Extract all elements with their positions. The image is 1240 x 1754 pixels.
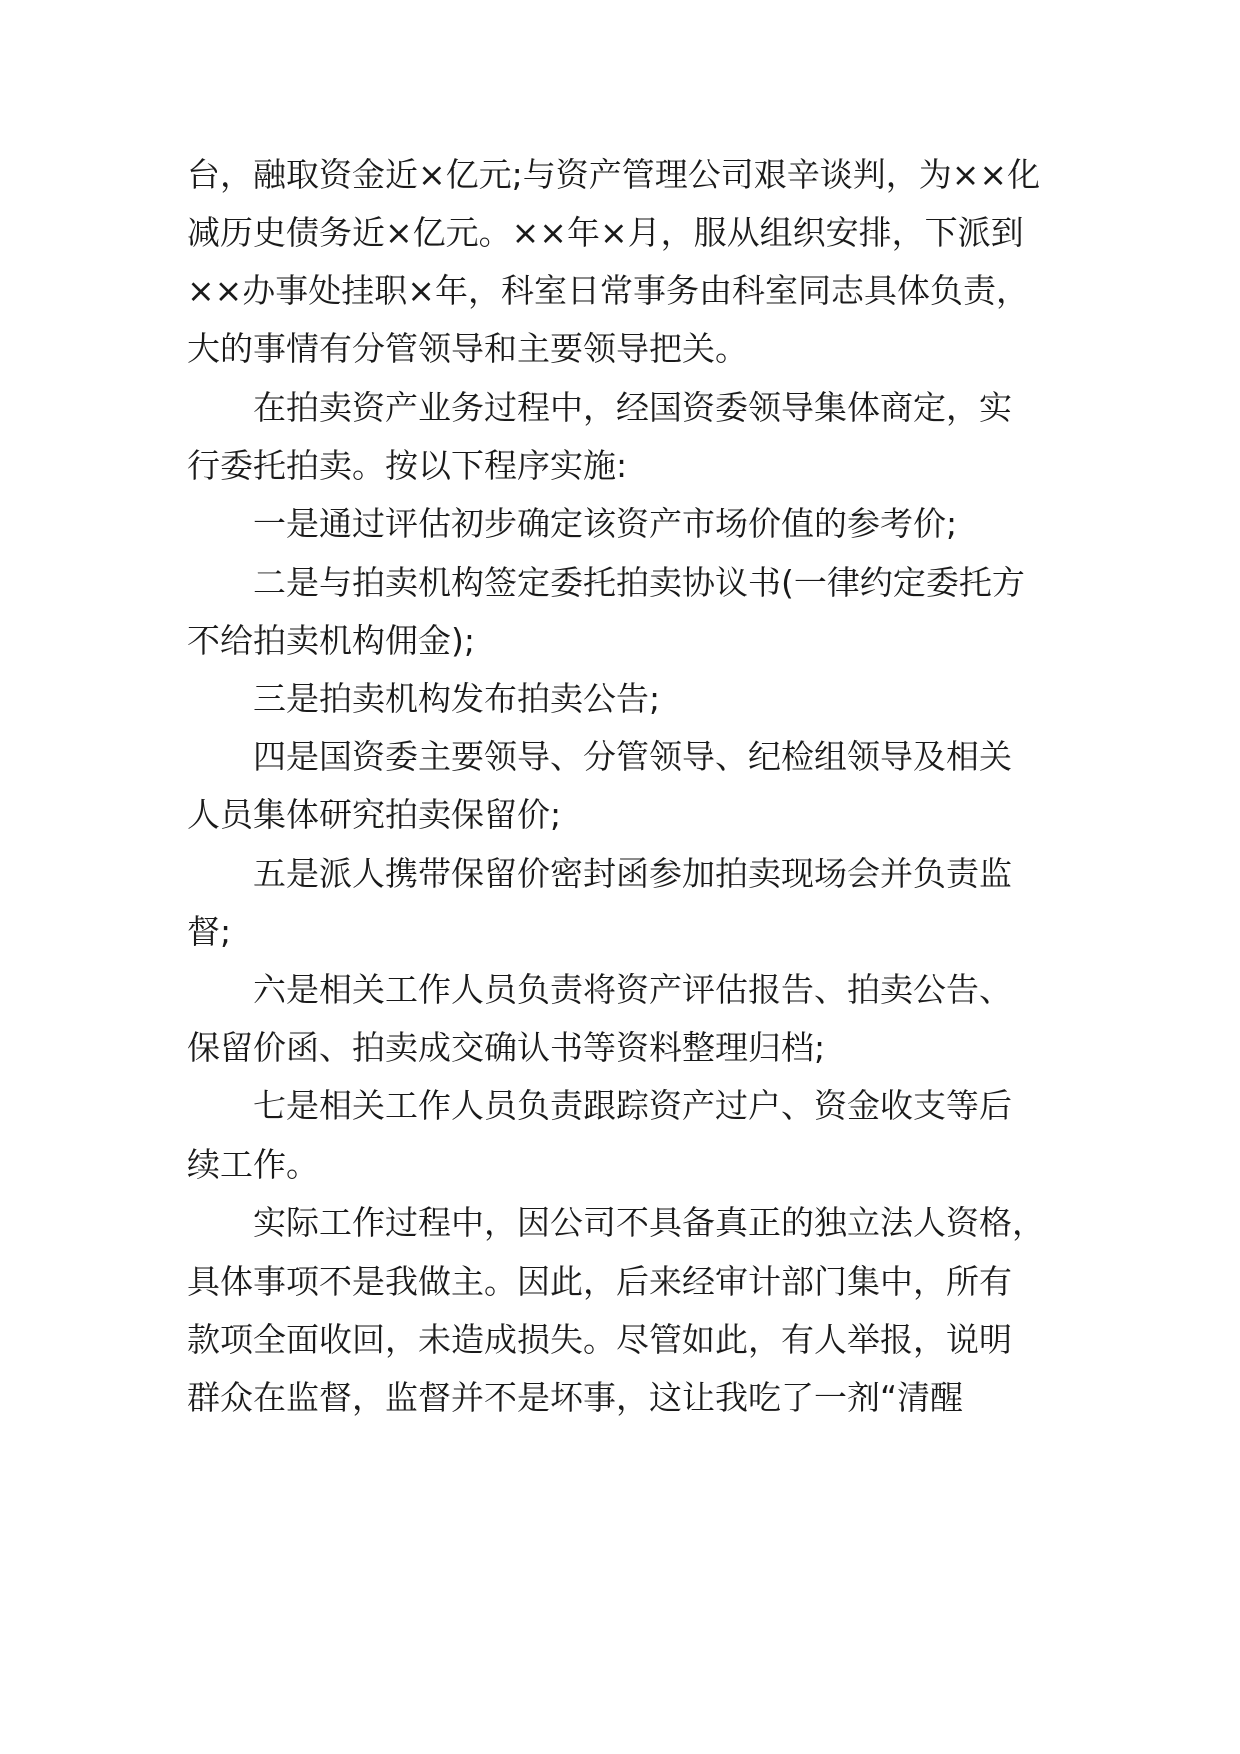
text-line: 台，融取资金近×亿元;与资产管理公司艰辛谈判，为××化 (187, 155, 1041, 194)
list-item-3: 三是拍卖机构发布拍卖公告; (253, 679, 661, 718)
paragraph-start-line: 实际工作过程中，因公司不具备真正的独立法人资格， (253, 1203, 1045, 1242)
list-item-2: 二是与拍卖机构签定委托拍卖协议书(一律约定委托方 (253, 563, 1025, 602)
text-line: 续工作。 (187, 1145, 319, 1184)
paragraph-start-line: 在拍卖资产业务过程中，经国资委领导集体商定，实 (253, 388, 1012, 427)
text-line: 大的事情有分管领导和主要领导把关。 (187, 329, 748, 368)
text-line: 减历史债务近×亿元。××年×月，服从组织安排，下派到 (187, 213, 1024, 252)
text-line: 人员集体研究拍卖保留价; (187, 795, 562, 834)
list-item-5: 五是派人携带保留价密封函参加拍卖现场会并负责监 (253, 854, 1012, 893)
text-line: 具体事项不是我做主。因此，后来经审计部门集中，所有 (187, 1262, 1012, 1301)
list-item-4: 四是国资委主要领导、分管领导、纪检组领导及相关 (253, 737, 1012, 776)
text-line: 保留价函、拍卖成交确认书等资料整理归档; (187, 1028, 826, 1067)
text-line: 群众在监督，监督并不是坏事，这让我吃了一剂“清醒 (187, 1378, 964, 1417)
text-line: 督; (187, 912, 232, 951)
list-item-1: 一是通过评估初步确定该资产市场价值的参考价; (253, 504, 958, 543)
list-item-6: 六是相关工作人员负责将资产评估报告、拍卖公告、 (253, 970, 1012, 1009)
text-line: 行委托拍卖。按以下程序实施: (187, 446, 628, 485)
text-line: 不给拍卖机构佣金); (187, 621, 475, 660)
text-line: ××办事处挂职×年，科室日常事务由科室同志具体负责， (187, 271, 1029, 310)
list-item-7: 七是相关工作人员负责跟踪资产过户、资金收支等后 (253, 1086, 1012, 1125)
text-line: 款项全面收回，未造成损失。尽管如此，有人举报，说明 (187, 1320, 1012, 1359)
